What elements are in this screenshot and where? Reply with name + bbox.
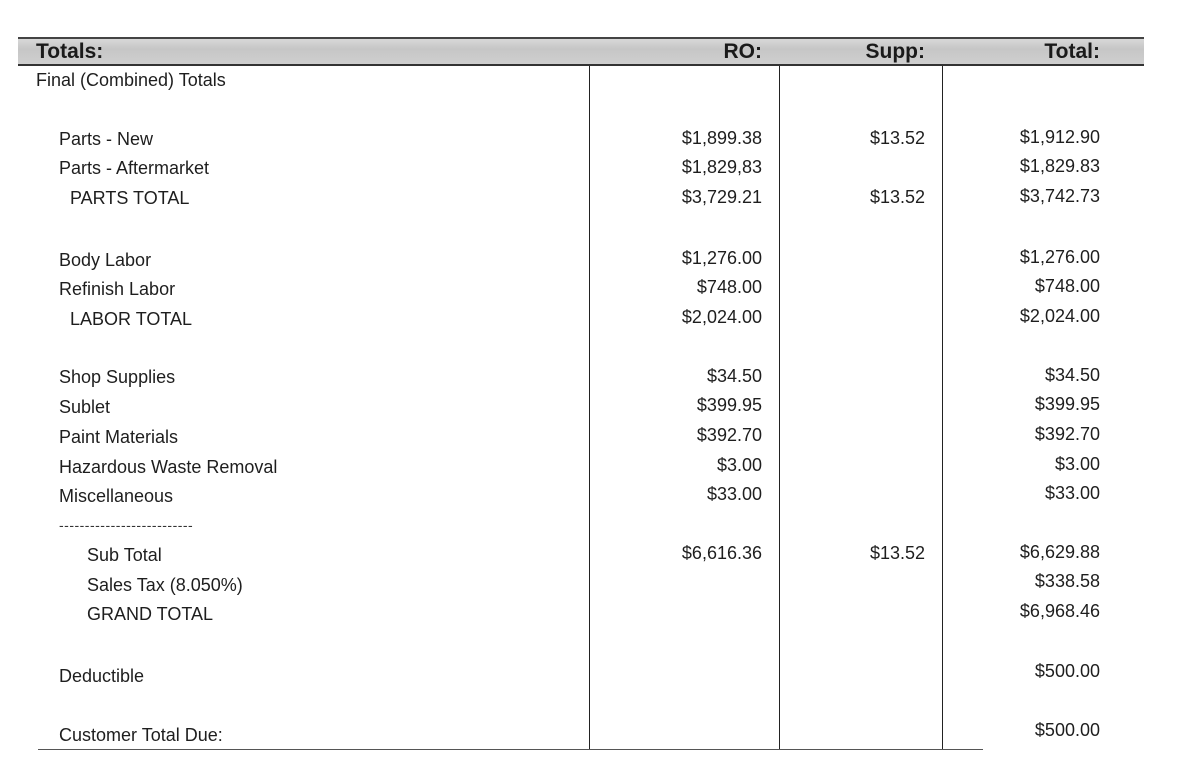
total-value: $1,912.90 — [1019, 127, 1100, 147]
total-value: $1,276.00 — [1019, 247, 1100, 267]
section-title: Final (Combined) Totals — [36, 70, 226, 90]
ro-value: $33.00 — [706, 484, 762, 504]
row-label: Refinish Labor — [59, 279, 176, 299]
row-label: Paint Materials — [59, 427, 179, 447]
total-value: $338.58 — [1034, 571, 1100, 591]
row-label: Body Labor — [59, 250, 152, 270]
total-value: $500.00 — [1034, 661, 1100, 681]
total-value: $3.00 — [1054, 454, 1100, 474]
ro-value: $1,829,83 — [681, 157, 762, 177]
total-value: $399.95 — [1034, 394, 1100, 414]
row-label: GRAND TOTAL — [87, 604, 214, 624]
row-label: LABOR TOTAL — [70, 309, 193, 329]
total-value: $748.00 — [1034, 276, 1100, 296]
ro-value: $392.70 — [696, 425, 762, 445]
supp-value: $13.52 — [869, 543, 925, 563]
header-total-label: Total: — [1044, 40, 1100, 63]
column-divider-supp-right — [942, 66, 943, 750]
header-bar — [18, 37, 1144, 66]
row-label: Customer Total Due: — [59, 725, 223, 745]
ro-value: $1,276.00 — [681, 248, 762, 268]
ro-value: $3,729.21 — [681, 187, 762, 207]
total-value: $6,968.46 — [1019, 601, 1100, 621]
total-value: $1,829.83 — [1019, 156, 1100, 176]
total-value: $33.00 — [1044, 483, 1100, 503]
column-divider-ro — [589, 66, 590, 750]
row-label: Hazardous Waste Removal — [59, 457, 278, 477]
row-label: Miscellaneous — [59, 486, 174, 506]
total-value: $3,742.73 — [1019, 186, 1100, 206]
header-supp-label: Supp: — [865, 40, 925, 63]
bottom-rule — [38, 749, 983, 750]
ro-value: $399.95 — [696, 395, 762, 415]
ro-value: $6,616.36 — [681, 543, 762, 563]
ro-value: $34.50 — [706, 366, 762, 386]
column-divider-supp-left — [779, 66, 780, 750]
total-value: $500.00 — [1034, 720, 1100, 740]
row-label: Sub Total — [87, 545, 162, 565]
header-ro-label: RO: — [723, 40, 762, 63]
row-label: Deductible — [59, 666, 145, 686]
row-label: Parts - New — [59, 129, 154, 149]
row-label: PARTS TOTAL — [70, 188, 190, 208]
total-value: $34.50 — [1044, 365, 1100, 385]
ro-value: $748.00 — [696, 277, 762, 297]
supp-value: $13.52 — [869, 187, 925, 207]
ro-value: $3.00 — [716, 455, 762, 475]
dashed-separator: -------------------------- — [59, 517, 194, 533]
total-value: $392.70 — [1034, 424, 1100, 444]
ro-value: $2,024.00 — [681, 307, 762, 327]
header-totals-label: Totals: — [36, 40, 104, 63]
row-label: Sublet — [59, 397, 111, 417]
supp-value: $13.52 — [869, 128, 925, 148]
total-value: $2,024.00 — [1019, 306, 1100, 326]
total-value: $6,629.88 — [1019, 542, 1100, 562]
row-label: Shop Supplies — [59, 367, 176, 387]
row-label: Parts - Aftermarket — [59, 158, 210, 178]
row-label: Sales Tax (8.050%) — [87, 575, 243, 595]
ro-value: $1,899.38 — [681, 128, 762, 148]
